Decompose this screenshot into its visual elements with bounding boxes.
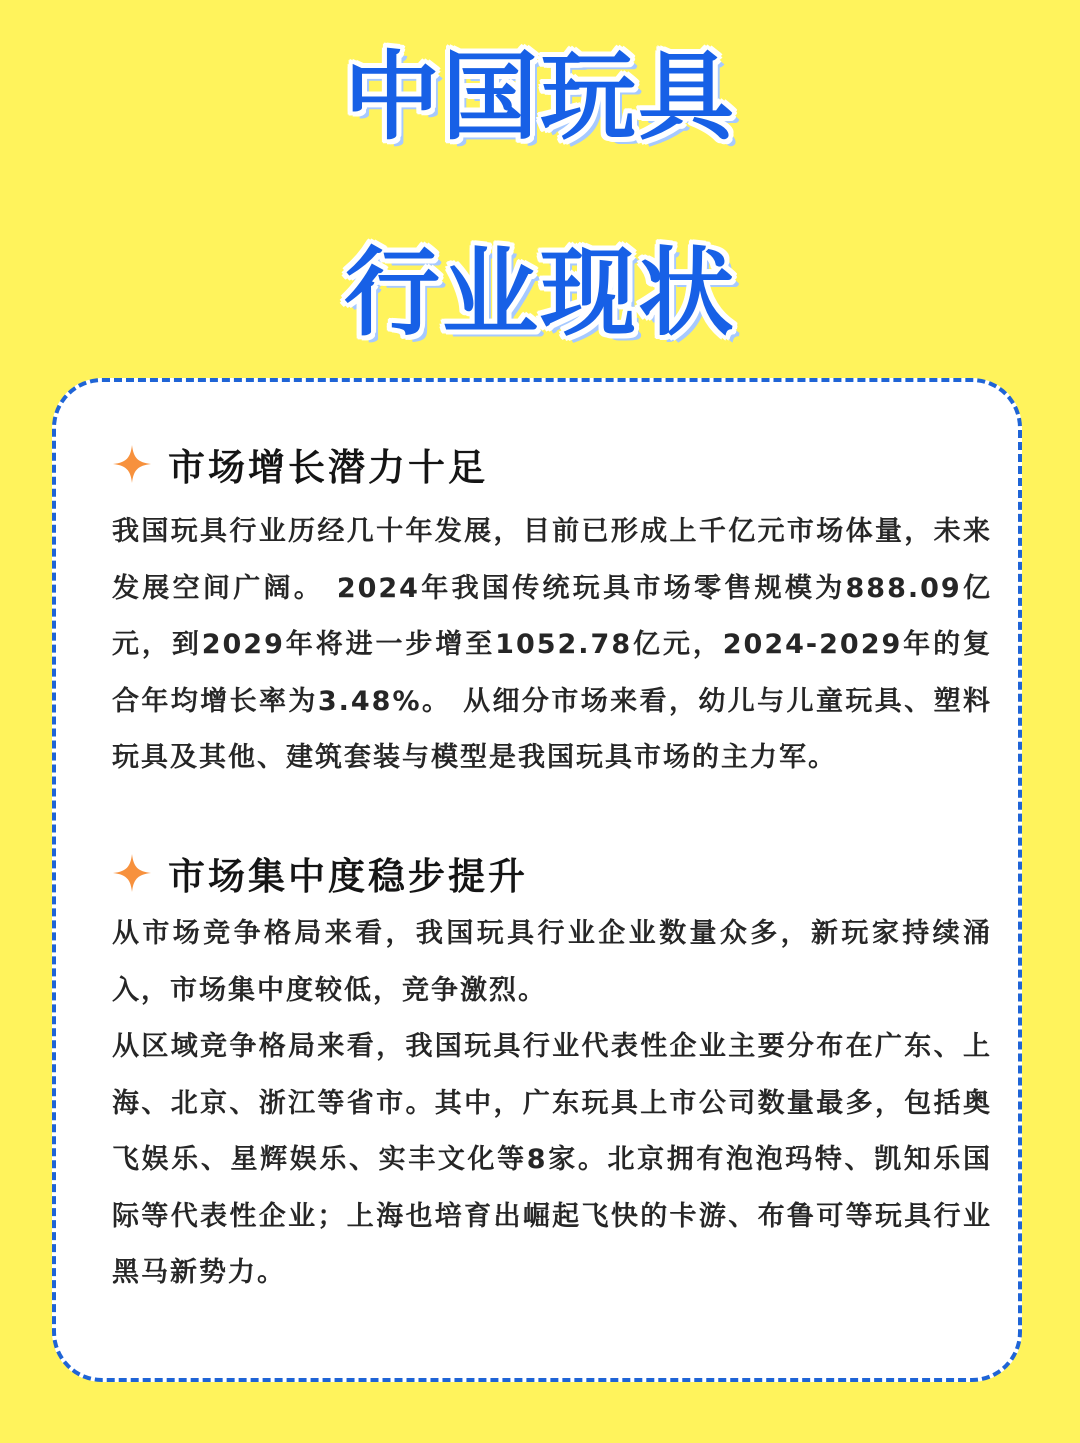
- section-paragraph: 我国玩具行业历经几十年发展，目前已形成上千亿元市场体量，未来发展空间广阔。 2024年我国传统玩具市场零售规模为888.09亿元，到2029年将进一步增至1052.78亿元，2024-2029年的复合年均增长率为3.48%。 从细分市场来看，幼儿与儿童玩具、塑料玩具及其他、建筑套装与模型是我国玩具市场的主力军。: [112, 516, 992, 773]
- content-card: [52, 378, 1022, 1382]
- section-heading: 市场集中度稳步提升: [168, 855, 528, 898]
- sparkle-icon: [112, 853, 152, 893]
- section-header-market-growth: [112, 439, 488, 489]
- section-paragraph: 从市场竞争格局来看，我国玩具行业企业数量众多，新玩家持续涌入，市场集中度较低，竞争激烈。: [112, 918, 992, 1006]
- page-title-line-2: 行业现状: [344, 237, 736, 349]
- section-header-market-concentration: [112, 848, 528, 898]
- page-title-line-1: 中国玩具: [344, 41, 736, 153]
- section-paragraph: 从区域竞争格局来看，我国玩具行业代表性企业主要分布在广东、上海、北京、浙江等省市。其中，广东玩具上市公司数量最多，包括奥飞娱乐、星辉娱乐、实丰文化等8家。北京拥有泡泡玛特、凯知乐国际等代表性企业；上海也培育出崛起飞快的卡游、布鲁可等玩具行业黑马新势力。: [112, 1031, 992, 1288]
- section-heading: 市场增长潜力十足: [168, 446, 488, 489]
- sparkle-icon: [112, 444, 152, 484]
